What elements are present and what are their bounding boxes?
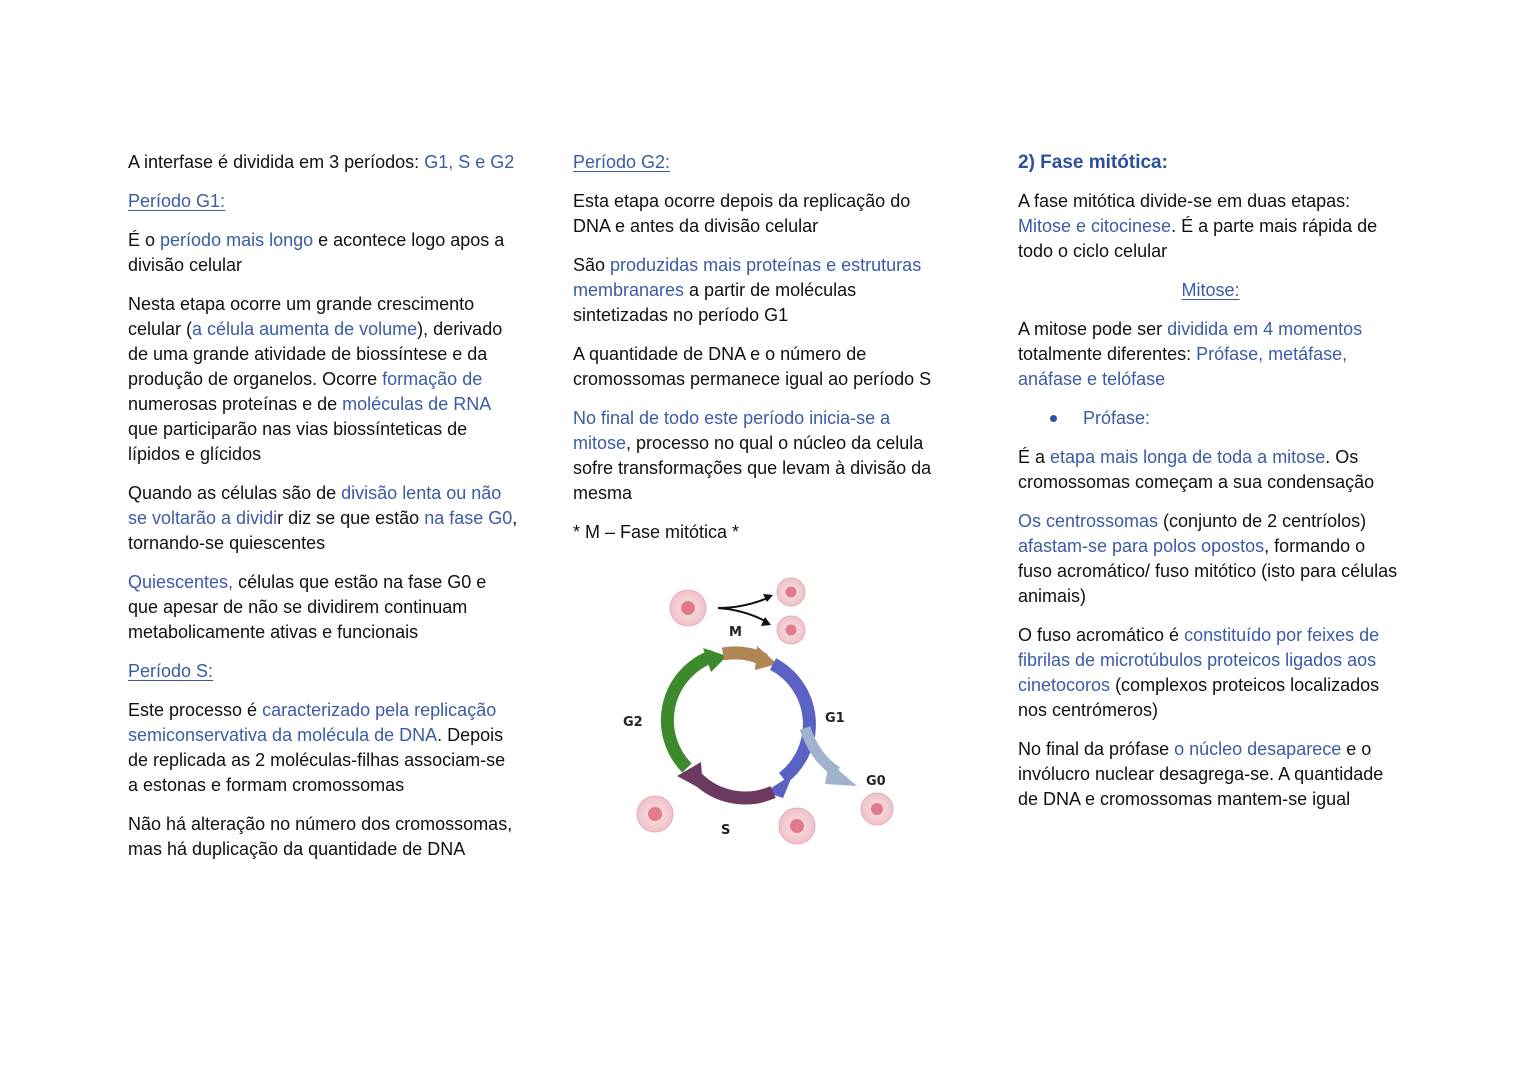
g1-paragraph-1: É o período mais longo e acontece logo apos a divisão celular — [128, 230, 505, 275]
cell-icon — [670, 590, 706, 626]
column-mitotic-phase — [1018, 150, 1403, 826]
bullet-profase: Prófase: — [1050, 406, 1403, 431]
m-arrow — [723, 646, 777, 670]
cell-icon — [777, 616, 805, 644]
label-g0: G0 — [866, 774, 886, 789]
intro-paragraph: A interfase é dividida em 3 períodos: G1, S e G2 — [128, 152, 515, 172]
mitotic-paragraph-6: No final da prófase o núcleo desaparece e o invólucro nuclear desagrega-se. A quantidade de DNA e cromossomas mantem-se igual — [1018, 739, 1384, 809]
mitotic-paragraph-4: Os centrossomas (conjunto de 2 centríolos) afastam-se para polos opostos, formando o fuso acromático/ fuso mitótico (isto para células animais) — [1018, 511, 1398, 606]
cell-icon — [637, 796, 673, 832]
column-g2 — [573, 150, 943, 559]
g2-heading: Período G2: — [573, 152, 671, 172]
g2-paragraph-2: São produzidas mais proteínas e estruturas membranares a partir de moléculas sintetizadas no período G1 — [573, 255, 922, 325]
cell-cycle-diagram — [615, 570, 910, 855]
g2-arrow — [667, 648, 727, 768]
cell-icon — [861, 793, 893, 825]
g1-heading: Período G1: — [128, 191, 226, 211]
mitotic-paragraph-5: O fuso acromático é constituído por feixes de fibrilas de microtúbulos proteicos ligados aos cinetocoros (complexos proteicos localizados nos centrómeros) — [1018, 625, 1380, 720]
cell-icon — [777, 578, 805, 606]
label-g1: G1 — [825, 711, 845, 726]
g2-paragraph-4: No final de todo este período inicia-se a mitose, processo no qual o núcleo da celula sofre transformações que levam à divisão da mesma — [573, 408, 932, 503]
mitotic-paragraph-2: A mitose pode ser dividida em 4 momentos totalmente diferentes: Prófase, metáfase, anáfase e telófase — [1018, 319, 1363, 389]
s-arrow — [677, 762, 773, 798]
s-paragraph-2: Não há alteração no número dos cromossomas, mas há duplicação da quantidade de DNA — [128, 814, 513, 859]
s-paragraph-1: Este processo é caracterizado pela replicação semiconservativa da molécula de DNA. Depois de replicada as 2 moléculas-filhas associam-se a estonas e formam cromossomas — [128, 700, 506, 795]
mitose-heading: Mitose: — [1181, 280, 1240, 300]
g2-paragraph-1: Esta etapa ocorre depois da replicação do DNA e antes da divisão celular — [573, 191, 911, 236]
mitotic-paragraph-1: A fase mitótica divide-se em duas etapas: Mitose e citocinese. É a parte mais rápida de todo o ciclo celular — [1018, 191, 1378, 261]
g1-paragraph-4: Quiescentes, células que estão na fase G0 e que apesar de não se dividirem continuam metabolicamente ativas e funcionais — [128, 572, 487, 642]
g0-arrow — [805, 728, 857, 786]
label-g2: G2 — [623, 715, 643, 730]
column-interphase — [128, 150, 518, 876]
g1-paragraph-2: Nesta etapa ocorre um grande crescimento celular (a célula aumenta de volume), derivado de uma grande atividade de biossíntese e da produção de organelos. Ocorre formação de numerosas proteínas e de moléculas de RNA que participarão nas vias biossínteticas de lípidos e glícidos — [128, 294, 503, 464]
s-heading: Período S: — [128, 661, 214, 681]
label-s: S — [721, 823, 731, 838]
mitotic-phase-note: * M – Fase mitótica * — [573, 522, 740, 542]
cell-icon — [779, 808, 815, 844]
division-arrows — [718, 594, 773, 626]
g1-paragraph-3: Quando as células são de divisão lenta ou não se voltarão a dividir diz se que estão na fase G0, tornando-se quiescentes — [128, 483, 518, 553]
bullet-icon — [1050, 415, 1057, 422]
mitotic-paragraph-3: É a etapa mais longa de toda a mitose. Os cromossomas começam a sua condensação — [1018, 447, 1375, 492]
g2-paragraph-3: A quantidade de DNA e o número de cromossomas permanece igual ao período S — [573, 344, 932, 389]
label-m: M — [729, 625, 742, 640]
section-title: 2) Fase mitótica: — [1018, 152, 1168, 173]
